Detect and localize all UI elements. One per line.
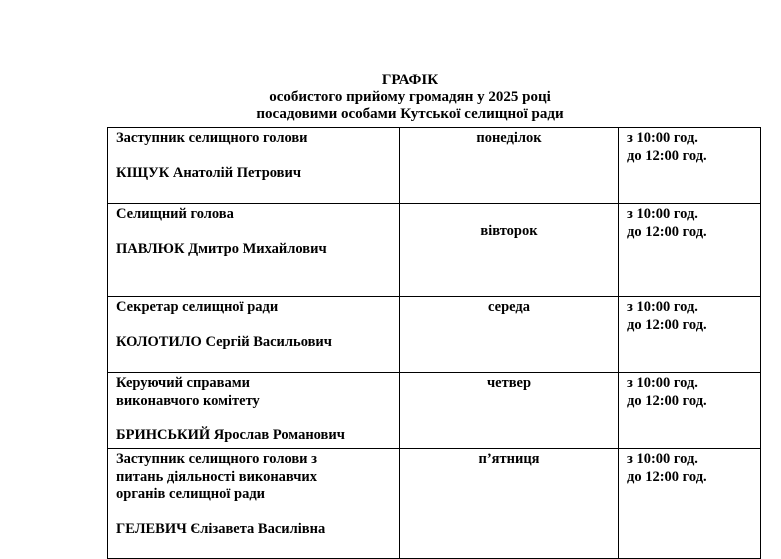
time-from: з 10:00 год. (627, 451, 698, 467)
day-cell: понеділок (400, 128, 619, 204)
official-cell (108, 449, 400, 559)
heading-subtitle-2: посадовими особами Кутської селищної ради (256, 106, 564, 122)
table-row (108, 297, 761, 373)
time-to: до 12:00 год. (627, 468, 707, 485)
schedule-table (107, 127, 761, 559)
time-from: з 10:00 год. (627, 299, 698, 315)
official-name: ПАВЛЮК Дмитро Михайлович (116, 240, 327, 257)
table-row (108, 128, 761, 204)
official-position: Заступник селищного голови з питань діяльності виконавчих органів селищної ради (116, 451, 317, 502)
official-cell (108, 373, 400, 449)
official-cell (108, 128, 400, 204)
official-position: Селищний голова (116, 206, 234, 222)
day-cell: четвер (400, 373, 619, 449)
time-to: до 12:00 год. (627, 147, 707, 164)
day-cell: середа (400, 297, 619, 373)
time-from: з 10:00 год. (627, 130, 698, 146)
official-name: КІЩУК Анатолій Петрович (116, 164, 302, 181)
official-cell (108, 297, 400, 373)
table-row (108, 204, 761, 297)
official-position: Заступник селищного голови (116, 130, 308, 146)
time-cell (619, 128, 761, 204)
time-to: до 12:00 год. (627, 223, 707, 240)
official-name: БРИНСЬКИЙ Ярослав Романович (116, 427, 345, 443)
official-name: КОЛОТИЛО Сергій Васильович (116, 333, 332, 350)
table-row (108, 373, 761, 449)
heading-title: ГРАФІК (381, 72, 439, 88)
official-position: Секретар селищної ради (116, 299, 279, 315)
heading-subtitle: особистого прийому громадян у 2025 році (269, 89, 551, 105)
official-cell (108, 204, 400, 297)
time-cell (619, 297, 761, 373)
table-row (108, 449, 761, 559)
document-heading (108, 72, 712, 123)
day-cell: вівторок (400, 204, 619, 297)
day-cell: п’ятниця (400, 449, 619, 559)
official-name: ГЕЛЕВИЧ Єлізавета Василівна (116, 520, 326, 537)
time-cell (619, 449, 761, 559)
time-from: з 10:00 год. (627, 206, 698, 222)
time-cell (619, 204, 761, 297)
time-cell (619, 373, 761, 449)
time-to: до 12:00 год. (627, 392, 707, 409)
time-from: з 10:00 год. (627, 375, 698, 391)
official-position: Керуючий справами виконавчого комітету (116, 375, 260, 409)
time-to: до 12:00 год. (627, 316, 707, 333)
